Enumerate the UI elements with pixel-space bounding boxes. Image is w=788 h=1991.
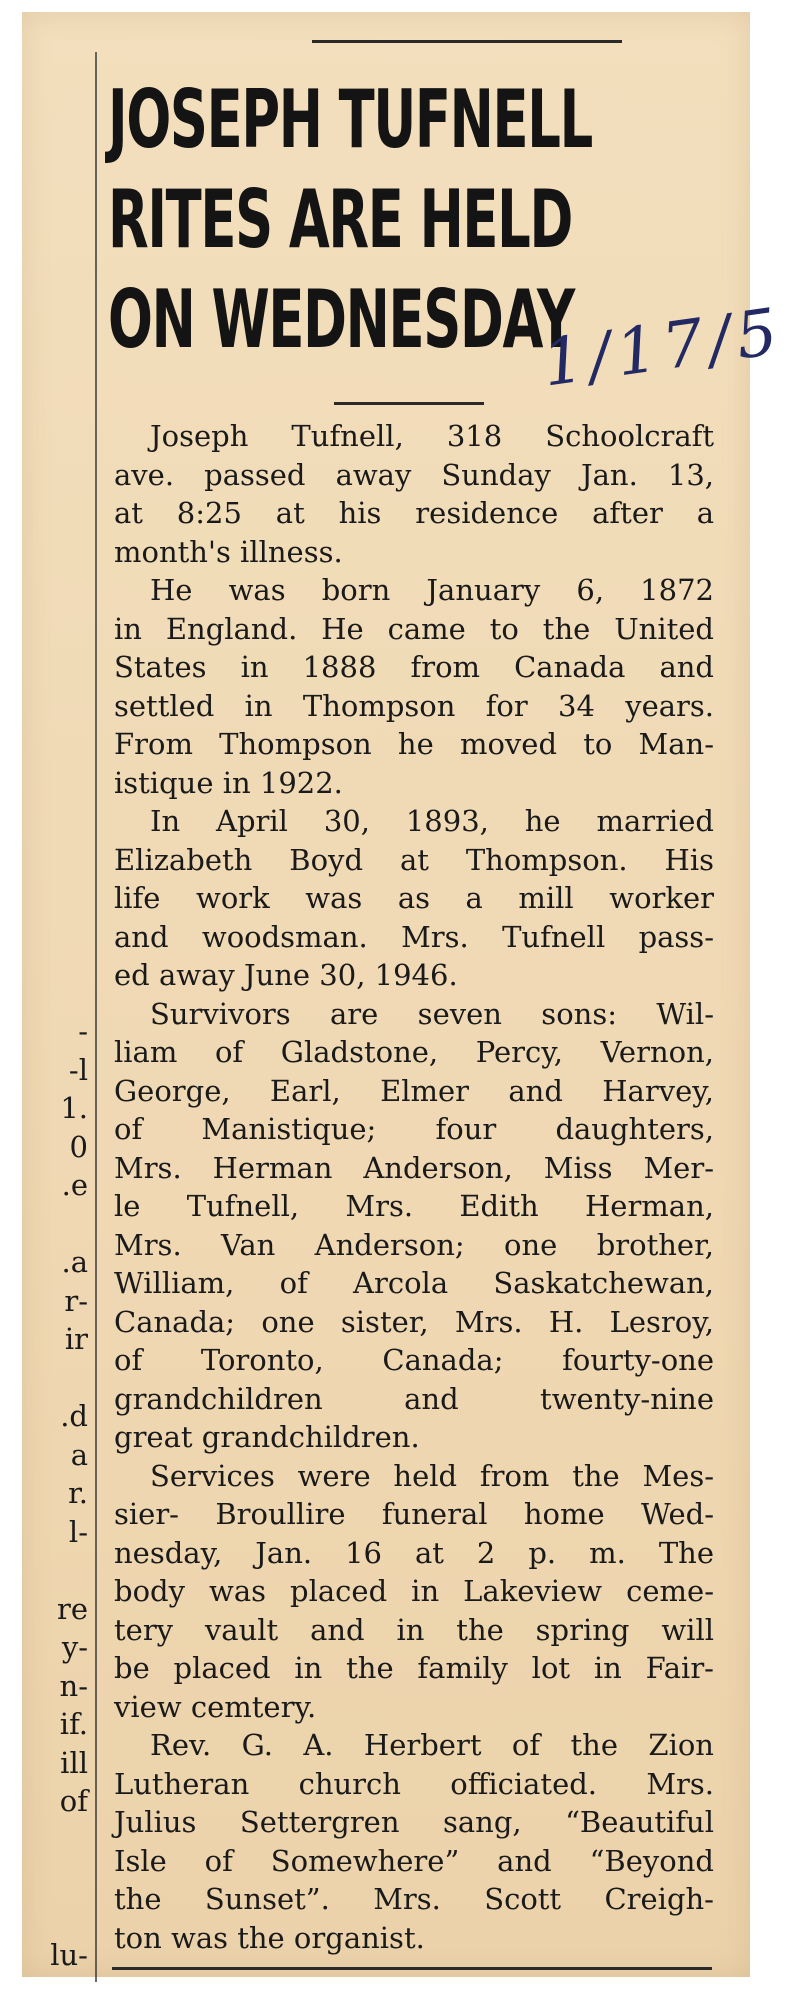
article-line: Survivors are seven sons: Wil- — [150, 996, 714, 1031]
adjacent-fragment: 0 — [69, 1129, 88, 1164]
article-line: In April 30, 1893, he married — [150, 804, 714, 838]
article-line: ton was the organist. — [114, 1920, 425, 1955]
headline-line-1: JOSEPH TUFNELL — [108, 73, 592, 166]
adjacent-fragment: lu- — [50, 1938, 88, 1972]
adjacent-fragment — [44, 1551, 94, 1590]
handwritten-date: 1/17/5 — [537, 294, 788, 402]
article-line: settled in Thompson for 34 years. — [114, 688, 714, 723]
article-line: the Sunset”. Mrs. Scott Creigh- — [114, 1882, 714, 1916]
column-rule — [95, 52, 97, 1982]
article-line: great grandchildren. — [114, 1420, 420, 1454]
article-line: Mrs. Herman Anderson, Miss Mer- — [114, 1150, 714, 1185]
headline — [108, 70, 592, 370]
article-line: He was born January 6, 1872 — [150, 573, 714, 607]
adjacent-fragment — [44, 1859, 94, 1898]
adjacent-fragment: ir — [64, 1322, 88, 1356]
article-line: be placed in the family lot in Fair- — [114, 1651, 714, 1685]
article-line: William, of Arcola Saskatchewan, — [114, 1266, 714, 1300]
adjacent-fragment — [44, 1359, 94, 1398]
adjacent-fragment: l- — [68, 1514, 88, 1549]
article-line: Elizabeth Boyd at Thompson. His — [114, 842, 714, 877]
article-line: Rev. G. A. Herbert of the Zion — [150, 1728, 714, 1762]
adjacent-fragment: r. — [68, 1476, 88, 1510]
adjacent-column-fragments — [44, 1012, 94, 1975]
article-line: grandchildren and twenty-nine — [114, 1381, 714, 1416]
article-line: liam of Gladstone, Percy, Vernon, — [114, 1035, 714, 1069]
adjacent-fragment: -l — [68, 1052, 88, 1087]
article-line: of Toronto, Canada; fourty-one — [114, 1343, 714, 1377]
adjacent-fragment: r- — [64, 1283, 88, 1318]
adjacent-fragment: .e — [61, 1168, 88, 1202]
adjacent-fragment — [44, 1821, 94, 1860]
adjacent-fragment: - — [78, 1014, 88, 1048]
adjacent-fragment: y- — [61, 1630, 88, 1664]
adjacent-fragment: .d — [60, 1399, 88, 1433]
article-line: sier- Broullire funeral home Wed- — [114, 1497, 714, 1531]
article-line: ed away June 30, 1946. — [114, 958, 458, 992]
article-line: nesday, Jan. 16 at 2 p. m. The — [114, 1535, 714, 1570]
bottom-rule — [112, 1967, 712, 1970]
article-line: Joseph Tufnell, 318 Schoolcraft — [150, 419, 714, 453]
article-line: at 8:25 at his residence after a — [114, 496, 714, 530]
article-line: view cemtery. — [114, 1689, 317, 1724]
article-line: month's illness. — [114, 534, 343, 569]
article-line: body was placed in Lakeview ceme- — [114, 1574, 714, 1608]
article-line: of Manistique; four daughters, — [114, 1112, 714, 1146]
article-line: States in 1888 from Canada and — [114, 650, 714, 684]
article-line: in England. He came to the United — [114, 611, 714, 646]
adjacent-fragment: if. — [59, 1707, 88, 1741]
headline-line-3: ON WEDNESDAY — [108, 273, 574, 366]
article-line: Canada; one sister, Mrs. H. Lesroy, — [114, 1304, 714, 1339]
article-line: tery vault and in the spring will — [114, 1612, 714, 1647]
article-line: istique in 1922. — [114, 765, 343, 800]
article-line: ave. passed away Sunday Jan. 13, — [114, 457, 714, 492]
adjacent-fragment: .a — [61, 1245, 88, 1279]
article-line: Isle of Somewhere” and “Beyond — [114, 1843, 714, 1878]
headline-line-2: RITES ARE HELD — [108, 173, 573, 266]
adjacent-fragment: ill — [60, 1745, 88, 1780]
article-line: le Tufnell, Mrs. Edith Herman, — [114, 1189, 714, 1223]
article-line: Services were held from the Mes- — [150, 1458, 714, 1493]
article-line: Mrs. Van Anderson; one brother, — [114, 1227, 714, 1262]
headline-rule — [334, 402, 484, 405]
adjacent-fragment: of — [59, 1784, 88, 1818]
adjacent-fragment — [44, 1205, 94, 1244]
adjacent-fragment: re — [56, 1591, 88, 1626]
article-body — [114, 417, 714, 1957]
adjacent-fragment: n- — [59, 1668, 88, 1703]
article-line: and woodsman. Mrs. Tufnell pass- — [114, 919, 714, 954]
adjacent-fragment: 1. — [60, 1091, 88, 1125]
article-line: Julius Settergren sang, “Beautiful — [114, 1805, 714, 1839]
adjacent-fragment — [44, 1898, 94, 1937]
newspaper-clipping — [22, 12, 788, 1977]
adjacent-fragment: a — [70, 1437, 88, 1472]
article-line: From Thompson he moved to Man- — [114, 727, 714, 761]
article-line: life work was as a mill worker — [114, 881, 714, 915]
top-rule — [312, 40, 622, 43]
article-line: George, Earl, Elmer and Harvey, — [114, 1073, 714, 1108]
article-line: Lutheran church officiated. Mrs. — [114, 1766, 714, 1801]
